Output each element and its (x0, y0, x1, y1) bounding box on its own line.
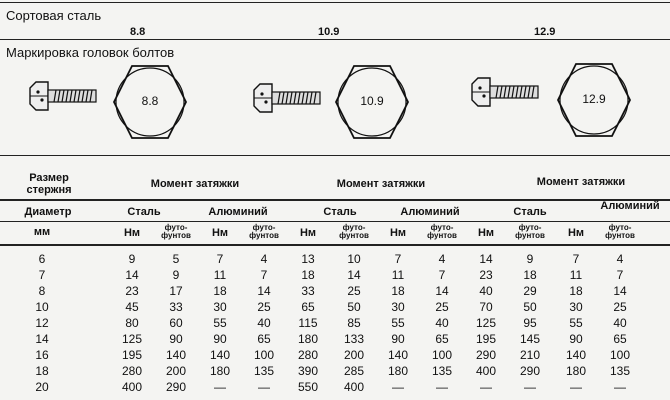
unit-nm-header: Нм (567, 227, 585, 239)
table-cell: 400 (475, 364, 497, 378)
ftlb-line2: фунтов (249, 231, 279, 240)
aluminum-header-12-9: Алюминий (600, 200, 660, 212)
ftlb-line1: футо- (342, 223, 366, 232)
table-cell: 100 (253, 348, 275, 362)
torque-header-8-8: Момент затяжки (150, 178, 240, 190)
diameter-cell: 20 (35, 380, 49, 394)
table-cell: 14 (257, 284, 271, 298)
table-cell: 7 (616, 268, 624, 282)
table-cell: 115 (298, 316, 318, 330)
table-cell: 50 (347, 300, 361, 314)
table-cell: 14 (435, 284, 449, 298)
unit-ftlb-header (600, 224, 640, 240)
table-cell: 4 (260, 252, 268, 266)
bolt-10-9-icon (252, 80, 324, 116)
table-cell: 70 (479, 300, 493, 314)
table-cell: 10 (347, 252, 361, 266)
table-cell: — (570, 380, 582, 394)
table-cell: 40 (613, 316, 627, 330)
header-divider-2 (0, 221, 670, 222)
steel-grade-title: Сортовая сталь (6, 8, 102, 23)
unit-nm-header: Нм (477, 227, 495, 239)
table-cell: 40 (257, 316, 271, 330)
table-cell: 25 (435, 300, 449, 314)
table-cell: 23 (479, 268, 493, 282)
header-divider-1 (0, 199, 670, 201)
table-cell: 45 (125, 300, 139, 314)
ftlb-line2: фунтов (427, 231, 457, 240)
table-cell: 180 (387, 364, 409, 378)
table-cell: 25 (257, 300, 271, 314)
unit-nm-header: Нм (299, 227, 317, 239)
table-cell: 285 (343, 364, 365, 378)
ftlb-line1: футо- (518, 223, 542, 232)
table-cell: 5 (172, 252, 180, 266)
table-cell: 290 (519, 364, 541, 378)
steel-header-8-8: Сталь (127, 206, 161, 218)
table-cell: 85 (347, 316, 361, 330)
table-cell: 18 (523, 268, 537, 282)
table-cell: 550 (297, 380, 319, 394)
table-cell: 140 (565, 348, 587, 362)
table-cell: 25 (347, 284, 361, 298)
table-cell: 133 (343, 332, 365, 346)
table-cell: 80 (125, 316, 139, 330)
grade-label-10-9: 10.9 (318, 26, 340, 38)
steel-header-10-9: Сталь (323, 206, 357, 218)
unit-nm-header: Нм (123, 227, 141, 239)
table-cell: 4 (616, 252, 624, 266)
diameter-header: Диаметр (24, 206, 72, 218)
table-cell: 11 (569, 268, 583, 282)
table-cell: 140 (387, 348, 409, 362)
table-cell: 65 (301, 300, 315, 314)
table-cell: 40 (479, 284, 493, 298)
bolt-12-9-icon (470, 74, 542, 110)
unit-nm-header: Нм (389, 227, 407, 239)
ftlb-line2: фунтов (339, 231, 369, 240)
table-cell: 18 (569, 284, 583, 298)
table-cell: — (614, 380, 626, 394)
table-cell: 180 (565, 364, 587, 378)
ftlb-line2: фунтов (605, 231, 635, 240)
table-cell: — (524, 380, 536, 394)
torque-header-10-9: Момент затяжки (336, 178, 426, 190)
table-cell: 13 (301, 252, 315, 266)
table-cell: — (214, 380, 226, 394)
table-cell: 55 (569, 316, 583, 330)
table-cell: 14 (613, 284, 627, 298)
table-cell: — (480, 380, 492, 394)
table-cell: 9 (526, 252, 534, 266)
table-cell: 30 (213, 300, 227, 314)
table-cell: 90 (213, 332, 227, 346)
table-cell: 14 (125, 268, 139, 282)
table-cell: 14 (479, 252, 493, 266)
rod-size-line2: стержня (26, 184, 72, 196)
table-cell: 135 (431, 364, 453, 378)
table-cell: 17 (169, 284, 183, 298)
rod-size-header (14, 172, 84, 196)
grade-label-8-8: 8.8 (130, 26, 146, 38)
table-cell: — (392, 380, 404, 394)
table-cell: 135 (253, 364, 275, 378)
table-cell: — (436, 380, 448, 394)
divider (0, 39, 670, 40)
diameter-cell: 10 (35, 300, 49, 314)
unit-ftlb-header (334, 224, 374, 240)
table-cell: 9 (128, 252, 136, 266)
mm-header: мм (33, 226, 51, 238)
table-cell: 90 (391, 332, 405, 346)
table-cell: 100 (431, 348, 453, 362)
unit-ftlb-header (244, 224, 284, 240)
table-cell: 125 (121, 332, 143, 346)
table-cell: 55 (213, 316, 227, 330)
table-cell: 145 (519, 332, 541, 346)
top-border (0, 2, 670, 3)
table-cell: 90 (169, 332, 183, 346)
table-cell: 18 (213, 284, 227, 298)
diameter-cell: 16 (35, 348, 49, 362)
table-cell: — (258, 380, 270, 394)
table-cell: 125 (475, 316, 497, 330)
diameter-cell: 12 (35, 316, 49, 330)
table-cell: 7 (394, 252, 402, 266)
aluminum-header-10-9: Алюминий (400, 206, 460, 218)
hex-label-8-8: 8.8 (141, 94, 159, 108)
table-cell: 140 (209, 348, 231, 362)
steel-header-12-9: Сталь (513, 206, 547, 218)
table-cell: 135 (609, 364, 631, 378)
table-cell: 11 (391, 268, 405, 282)
table-cell: 65 (257, 332, 271, 346)
header-divider-3 (0, 244, 670, 246)
diameter-cell: 7 (38, 268, 46, 282)
table-cell: 400 (121, 380, 143, 394)
diameter-cell: 14 (35, 332, 49, 346)
table-cell: 30 (391, 300, 405, 314)
ftlb-line2: фунтов (161, 231, 191, 240)
table-cell: 7 (260, 268, 268, 282)
table-cell: 18 (391, 284, 405, 298)
table-cell: 33 (301, 284, 315, 298)
ftlb-line2: фунтов (515, 231, 545, 240)
bolt-8-8-icon (28, 78, 100, 114)
table-cell: 290 (165, 380, 187, 394)
table-cell: 33 (169, 300, 183, 314)
table-cell: 25 (613, 300, 627, 314)
torque-header-12-9: Момент затяжки (536, 176, 626, 188)
table-cell: 18 (301, 268, 315, 282)
table-cell: 90 (569, 332, 583, 346)
table-cell: 95 (523, 316, 537, 330)
table-cell: 400 (343, 380, 365, 394)
table-cell: 280 (121, 364, 143, 378)
head-marking-title: Маркировка головок болтов (6, 45, 175, 60)
unit-nm-header: Нм (211, 227, 229, 239)
table-cell: 195 (121, 348, 143, 362)
diameter-cell: 8 (38, 284, 46, 298)
table-cell: 40 (435, 316, 449, 330)
table-cell: 11 (213, 268, 227, 282)
table-cell: 290 (475, 348, 497, 362)
table-top-border (0, 155, 670, 156)
table-cell: 29 (523, 284, 537, 298)
table-cell: 65 (613, 332, 627, 346)
unit-ftlb-header (156, 224, 196, 240)
table-cell: 280 (297, 348, 319, 362)
hex-label-10-9: 10.9 (360, 94, 384, 108)
table-cell: 7 (216, 252, 224, 266)
table-cell: 200 (165, 364, 187, 378)
table-cell: 100 (609, 348, 631, 362)
table-cell: 23 (125, 284, 139, 298)
table-cell: 210 (519, 348, 541, 362)
table-cell: 200 (343, 348, 365, 362)
table-cell: 50 (523, 300, 537, 314)
aluminum-header-8-8: Алюминий (208, 206, 268, 218)
table-cell: 140 (165, 348, 187, 362)
table-cell: 195 (475, 332, 497, 346)
table-cell: 60 (169, 316, 183, 330)
hex-label-12-9: 12.9 (582, 92, 606, 106)
ftlb-line1: футо- (430, 223, 454, 232)
rod-size-line1: Размер (29, 172, 69, 184)
table-cell: 30 (569, 300, 583, 314)
table-cell: 7 (438, 268, 446, 282)
grade-label-12-9: 12.9 (534, 26, 556, 38)
ftlb-line1: футо- (164, 223, 188, 232)
table-cell: 4 (438, 252, 446, 266)
table-cell: 55 (391, 316, 405, 330)
ftlb-line1: футо- (608, 223, 632, 232)
diameter-cell: 6 (38, 252, 46, 266)
table-cell: 390 (297, 364, 319, 378)
diameter-cell: 18 (35, 364, 49, 378)
table-cell: 9 (172, 268, 180, 282)
unit-ftlb-header (510, 224, 550, 240)
ftlb-line1: футо- (252, 223, 276, 232)
table-cell: 14 (347, 268, 361, 282)
unit-ftlb-header (422, 224, 462, 240)
table-cell: 7 (572, 252, 580, 266)
table-cell: 180 (209, 364, 231, 378)
table-cell: 180 (297, 332, 319, 346)
table-cell: 65 (435, 332, 449, 346)
